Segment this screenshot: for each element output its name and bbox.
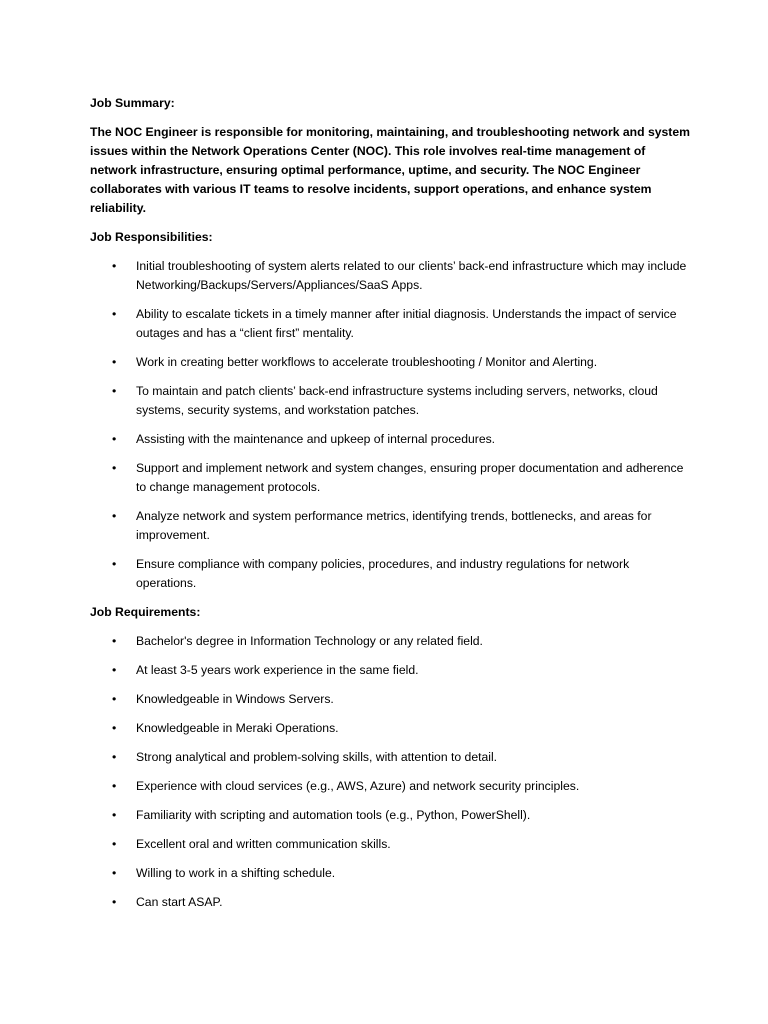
list-item bbox=[90, 719, 690, 738]
list-item-text: Willing to work in a shifting schedule. bbox=[136, 866, 336, 880]
list-item-text: Ability to escalate tickets in a timely manner after initial diagnosis. Understands the impact of service outages and has a “client first” mentality. bbox=[136, 307, 677, 340]
requirements-list bbox=[90, 632, 690, 912]
list-item-text: Support and implement network and system changes, ensuring proper documentation and adherence to change management protocols. bbox=[136, 461, 684, 494]
list-item-text: Assisting with the maintenance and upkeep of internal procedures. bbox=[136, 432, 496, 446]
job-responsibilities-heading: Job Responsibilities: bbox=[90, 230, 213, 244]
bullet-icon: • bbox=[112, 557, 117, 571]
list-item bbox=[90, 748, 690, 767]
list-item bbox=[90, 893, 690, 912]
job-summary-text: The NOC Engineer is responsible for monitoring, maintaining, and troubleshooting network and system issues within the Network Operations Center (NOC). This role involves real-time management of network infrastructure, ensuring optimal performance, uptime, and security. The NOC Engineer collaborates with various IT teams to resolve incidents, support operations, and enhance system reliability. bbox=[90, 125, 690, 215]
job-summary-heading: Job Summary: bbox=[90, 96, 175, 110]
list-item-text: Initial troubleshooting of system alerts related to our clients’ back-end infrastructure which may include Networking/Backups/Servers/Appliances/SaaS Apps. bbox=[136, 259, 687, 292]
bullet-icon: • bbox=[112, 692, 117, 706]
list-item bbox=[90, 257, 690, 295]
list-item bbox=[90, 777, 690, 796]
list-item-text: Knowledgeable in Meraki Operations. bbox=[136, 721, 339, 735]
list-item bbox=[90, 353, 690, 372]
list-item bbox=[90, 555, 690, 593]
list-item bbox=[90, 835, 690, 854]
list-item bbox=[90, 459, 690, 497]
list-item-text: Bachelor's degree in Information Technology or any related field. bbox=[136, 634, 483, 648]
bullet-icon: • bbox=[112, 509, 117, 523]
list-item bbox=[90, 632, 690, 651]
list-item bbox=[90, 305, 690, 343]
bullet-icon: • bbox=[112, 866, 117, 880]
bullet-icon: • bbox=[112, 895, 117, 909]
job-requirements-heading: Job Requirements: bbox=[90, 605, 201, 619]
bullet-icon: • bbox=[112, 779, 117, 793]
list-item-text: Familiarity with scripting and automation tools (e.g., Python, PowerShell). bbox=[136, 808, 531, 822]
bullet-icon: • bbox=[112, 750, 117, 764]
list-item bbox=[90, 430, 690, 449]
list-item bbox=[90, 864, 690, 883]
list-item-text: Ensure compliance with company policies, procedures, and industry regulations for network operations. bbox=[136, 557, 630, 590]
list-item-text: Work in creating better workflows to accelerate troubleshooting / Monitor and Alerting. bbox=[136, 355, 598, 369]
bullet-icon: • bbox=[112, 837, 117, 851]
bullet-icon: • bbox=[112, 663, 117, 677]
responsibilities-list bbox=[90, 257, 690, 593]
list-item-text: Knowledgeable in Windows Servers. bbox=[136, 692, 334, 706]
list-item-text: At least 3-5 years work experience in the same field. bbox=[136, 663, 419, 677]
list-item-text: Can start ASAP. bbox=[136, 895, 223, 909]
list-item-text: To maintain and patch clients’ back-end infrastructure systems including servers, networks, cloud systems, security systems, and workstation patches. bbox=[136, 384, 658, 417]
bullet-icon: • bbox=[112, 384, 117, 398]
list-item bbox=[90, 507, 690, 545]
list-item-text: Analyze network and system performance metrics, identifying trends, bottlenecks, and areas for improvement. bbox=[136, 509, 652, 542]
bullet-icon: • bbox=[112, 634, 117, 648]
list-item-text: Strong analytical and problem-solving skills, with attention to detail. bbox=[136, 750, 498, 764]
bullet-icon: • bbox=[112, 808, 117, 822]
list-item-text: Excellent oral and written communication skills. bbox=[136, 837, 391, 851]
list-item bbox=[90, 661, 690, 680]
bullet-icon: • bbox=[112, 721, 117, 735]
bullet-icon: • bbox=[112, 461, 117, 475]
list-item bbox=[90, 690, 690, 709]
list-item bbox=[90, 806, 690, 825]
list-item bbox=[90, 382, 690, 420]
bullet-icon: • bbox=[112, 432, 117, 446]
document-page bbox=[90, 94, 690, 922]
bullet-icon: • bbox=[112, 259, 117, 273]
bullet-icon: • bbox=[112, 307, 117, 321]
list-item-text: Experience with cloud services (e.g., AWS, Azure) and network security principles. bbox=[136, 779, 580, 793]
bullet-icon: • bbox=[112, 355, 117, 369]
